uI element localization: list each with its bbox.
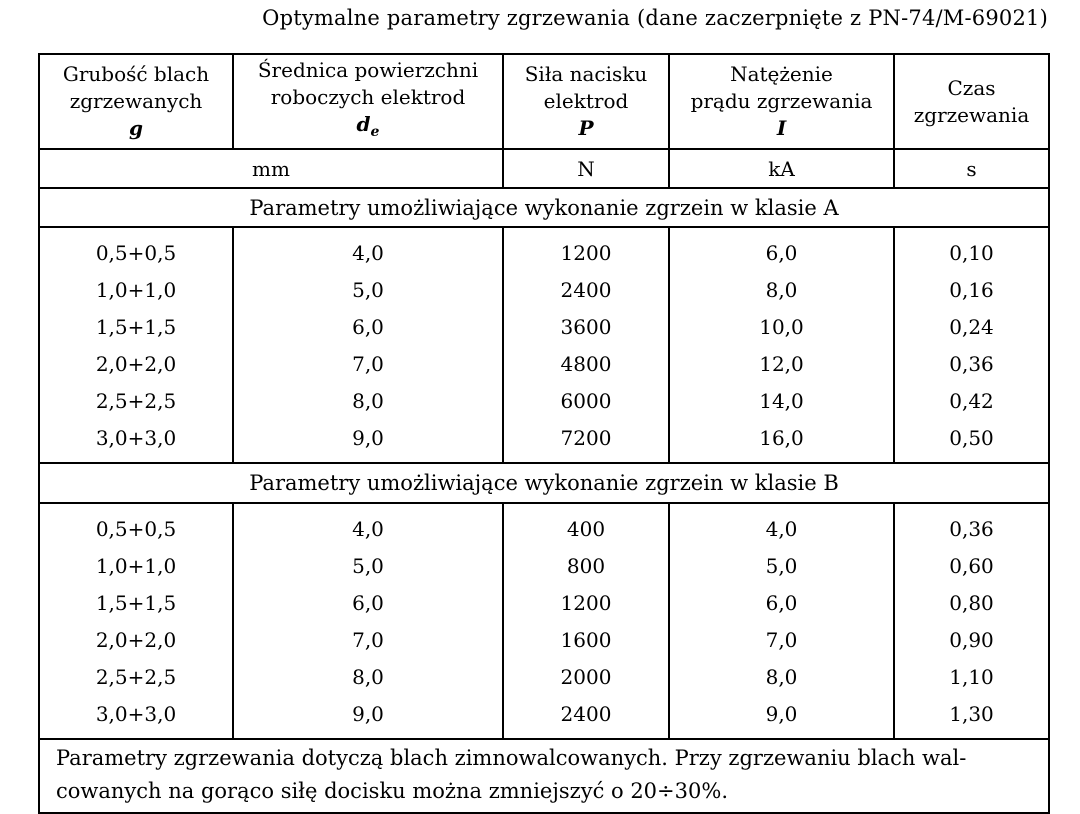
table-cell: 8,0	[669, 658, 894, 695]
table-cell: 0,5+0,5	[39, 503, 233, 547]
table-cell: 5,0	[669, 547, 894, 584]
table-cell: 6,0	[669, 227, 894, 271]
table-cell: 7200	[503, 419, 669, 463]
table-cell: 6000	[503, 382, 669, 419]
section-b-rows	[39, 503, 1049, 739]
column-header-line: zgrzewanych	[69, 89, 203, 113]
footnote-line: cowanych na gorąco siłę docisku można zmniejszyć o 20÷30%.	[56, 779, 728, 803]
note-row	[39, 739, 1049, 813]
table-cell: 6,0	[233, 584, 503, 621]
table-cell: 3600	[503, 308, 669, 345]
section-b-title: Parametry umożliwiające wykonanie zgrzein w klasie B	[39, 463, 1049, 503]
unit-n: N	[503, 149, 669, 188]
table-cell: 16,0	[669, 419, 894, 463]
table-cell: 0,24	[894, 308, 1049, 345]
column-header-line: Średnica powierzchni	[257, 58, 479, 82]
table-cell: 0,50	[894, 419, 1049, 463]
table-cell: 8,0	[233, 382, 503, 419]
column-symbol: g	[129, 116, 143, 140]
table-cell: 3,0+3,0	[39, 419, 233, 463]
column-symbol	[234, 111, 502, 146]
table-cell: 0,10	[894, 227, 1049, 271]
table-row	[39, 658, 1049, 695]
column-header-time	[894, 54, 1049, 149]
table-cell: 5,0	[233, 547, 503, 584]
table-cell: 12,0	[669, 345, 894, 382]
table-cell: 7,0	[669, 621, 894, 658]
table-row	[39, 503, 1049, 547]
table-cell: 1,30	[894, 695, 1049, 739]
table-cell: 1,5+1,5	[39, 308, 233, 345]
footnote-line: Parametry zgrzewania dotyczą blach zimnowalcowanych. Przy zgrzewaniu blach wal-	[56, 746, 967, 770]
table-row	[39, 419, 1049, 463]
section-b-title-row	[39, 463, 1049, 503]
table-cell: 9,0	[233, 419, 503, 463]
table-cell: 1,10	[894, 658, 1049, 695]
table-cell: 2400	[503, 271, 669, 308]
column-header-line: zgrzewania	[913, 102, 1030, 127]
table-cell: 10,0	[669, 308, 894, 345]
column-header-line: prądu zgrzewania	[690, 89, 873, 113]
table-row	[39, 621, 1049, 658]
header-row	[39, 54, 1049, 149]
section-a-title: Parametry umożliwiające wykonanie zgrzein w klasie A	[39, 188, 1049, 227]
table-cell: 0,36	[894, 345, 1049, 382]
table-cell: 3,0+3,0	[39, 695, 233, 739]
column-symbol-subscript: e	[370, 124, 380, 140]
column-header-line: Siła nacisku	[524, 62, 648, 86]
table-cell: 4,0	[233, 503, 503, 547]
table-cell: 8,0	[233, 658, 503, 695]
column-header-line: Grubość blach	[62, 62, 210, 86]
table-row	[39, 271, 1049, 308]
table-cell: 4,0	[233, 227, 503, 271]
table-cell: 0,42	[894, 382, 1049, 419]
table-cell: 1,5+1,5	[39, 584, 233, 621]
welding-parameters-table	[38, 53, 1050, 814]
units-row	[39, 149, 1049, 188]
table-cell: 7,0	[233, 345, 503, 382]
table-cell: 2,0+2,0	[39, 345, 233, 382]
table-cell: 2,5+2,5	[39, 658, 233, 695]
table-row	[39, 584, 1049, 621]
table-cell: 0,16	[894, 271, 1049, 308]
table-cell: 7,0	[233, 621, 503, 658]
table-cell: 1,0+1,0	[39, 271, 233, 308]
table-cell: 1200	[503, 227, 669, 271]
table-cell: 1,0+1,0	[39, 547, 233, 584]
table-cell: 800	[503, 547, 669, 584]
table-cell: 2,0+2,0	[39, 621, 233, 658]
table-cell: 400	[503, 503, 669, 547]
table-row	[39, 547, 1049, 584]
unit-mm: mm	[39, 149, 503, 188]
table-cell: 2400	[503, 695, 669, 739]
column-header-line: Natężenie	[730, 62, 833, 86]
table-cell: 6,0	[669, 584, 894, 621]
column-header-line: roboczych elektrod	[270, 85, 466, 109]
column-symbol-base: d	[356, 112, 371, 136]
unit-ka: kA	[669, 149, 894, 188]
table-cell: 8,0	[669, 271, 894, 308]
column-header-line: Czas	[947, 75, 996, 100]
table-cell: 0,90	[894, 621, 1049, 658]
table-cell: 0,60	[894, 547, 1049, 584]
column-symbol: P	[578, 116, 594, 140]
column-symbol: I	[776, 116, 787, 140]
table-row	[39, 345, 1049, 382]
column-header-electrode-diameter	[233, 54, 503, 149]
table-caption: Optymalne parametry zgrzewania (dane zaczerpnięte z PN-74/M-69021)	[262, 6, 1048, 30]
table-cell: 6,0	[233, 308, 503, 345]
section-a-rows	[39, 227, 1049, 463]
column-header-line: elektrod	[543, 89, 629, 113]
unit-s: s	[894, 149, 1049, 188]
table-row	[39, 695, 1049, 739]
table-cell: 4800	[503, 345, 669, 382]
table-cell: 9,0	[669, 695, 894, 739]
column-header-current	[669, 54, 894, 149]
table-cell: 9,0	[233, 695, 503, 739]
table-cell: 0,5+0,5	[39, 227, 233, 271]
table-cell: 14,0	[669, 382, 894, 419]
table-cell: 1600	[503, 621, 669, 658]
table-cell: 2000	[503, 658, 669, 695]
table-row	[39, 308, 1049, 345]
column-header-thickness	[39, 54, 233, 149]
section-a-title-row	[39, 188, 1049, 227]
table-cell: 0,80	[894, 584, 1049, 621]
table-cell: 0,36	[894, 503, 1049, 547]
table-row	[39, 227, 1049, 271]
table-cell: 2,5+2,5	[39, 382, 233, 419]
table-row	[39, 382, 1049, 419]
table-cell: 1200	[503, 584, 669, 621]
table-cell: 5,0	[233, 271, 503, 308]
column-header-force	[503, 54, 669, 149]
footnote	[39, 739, 1049, 813]
table-cell: 4,0	[669, 503, 894, 547]
